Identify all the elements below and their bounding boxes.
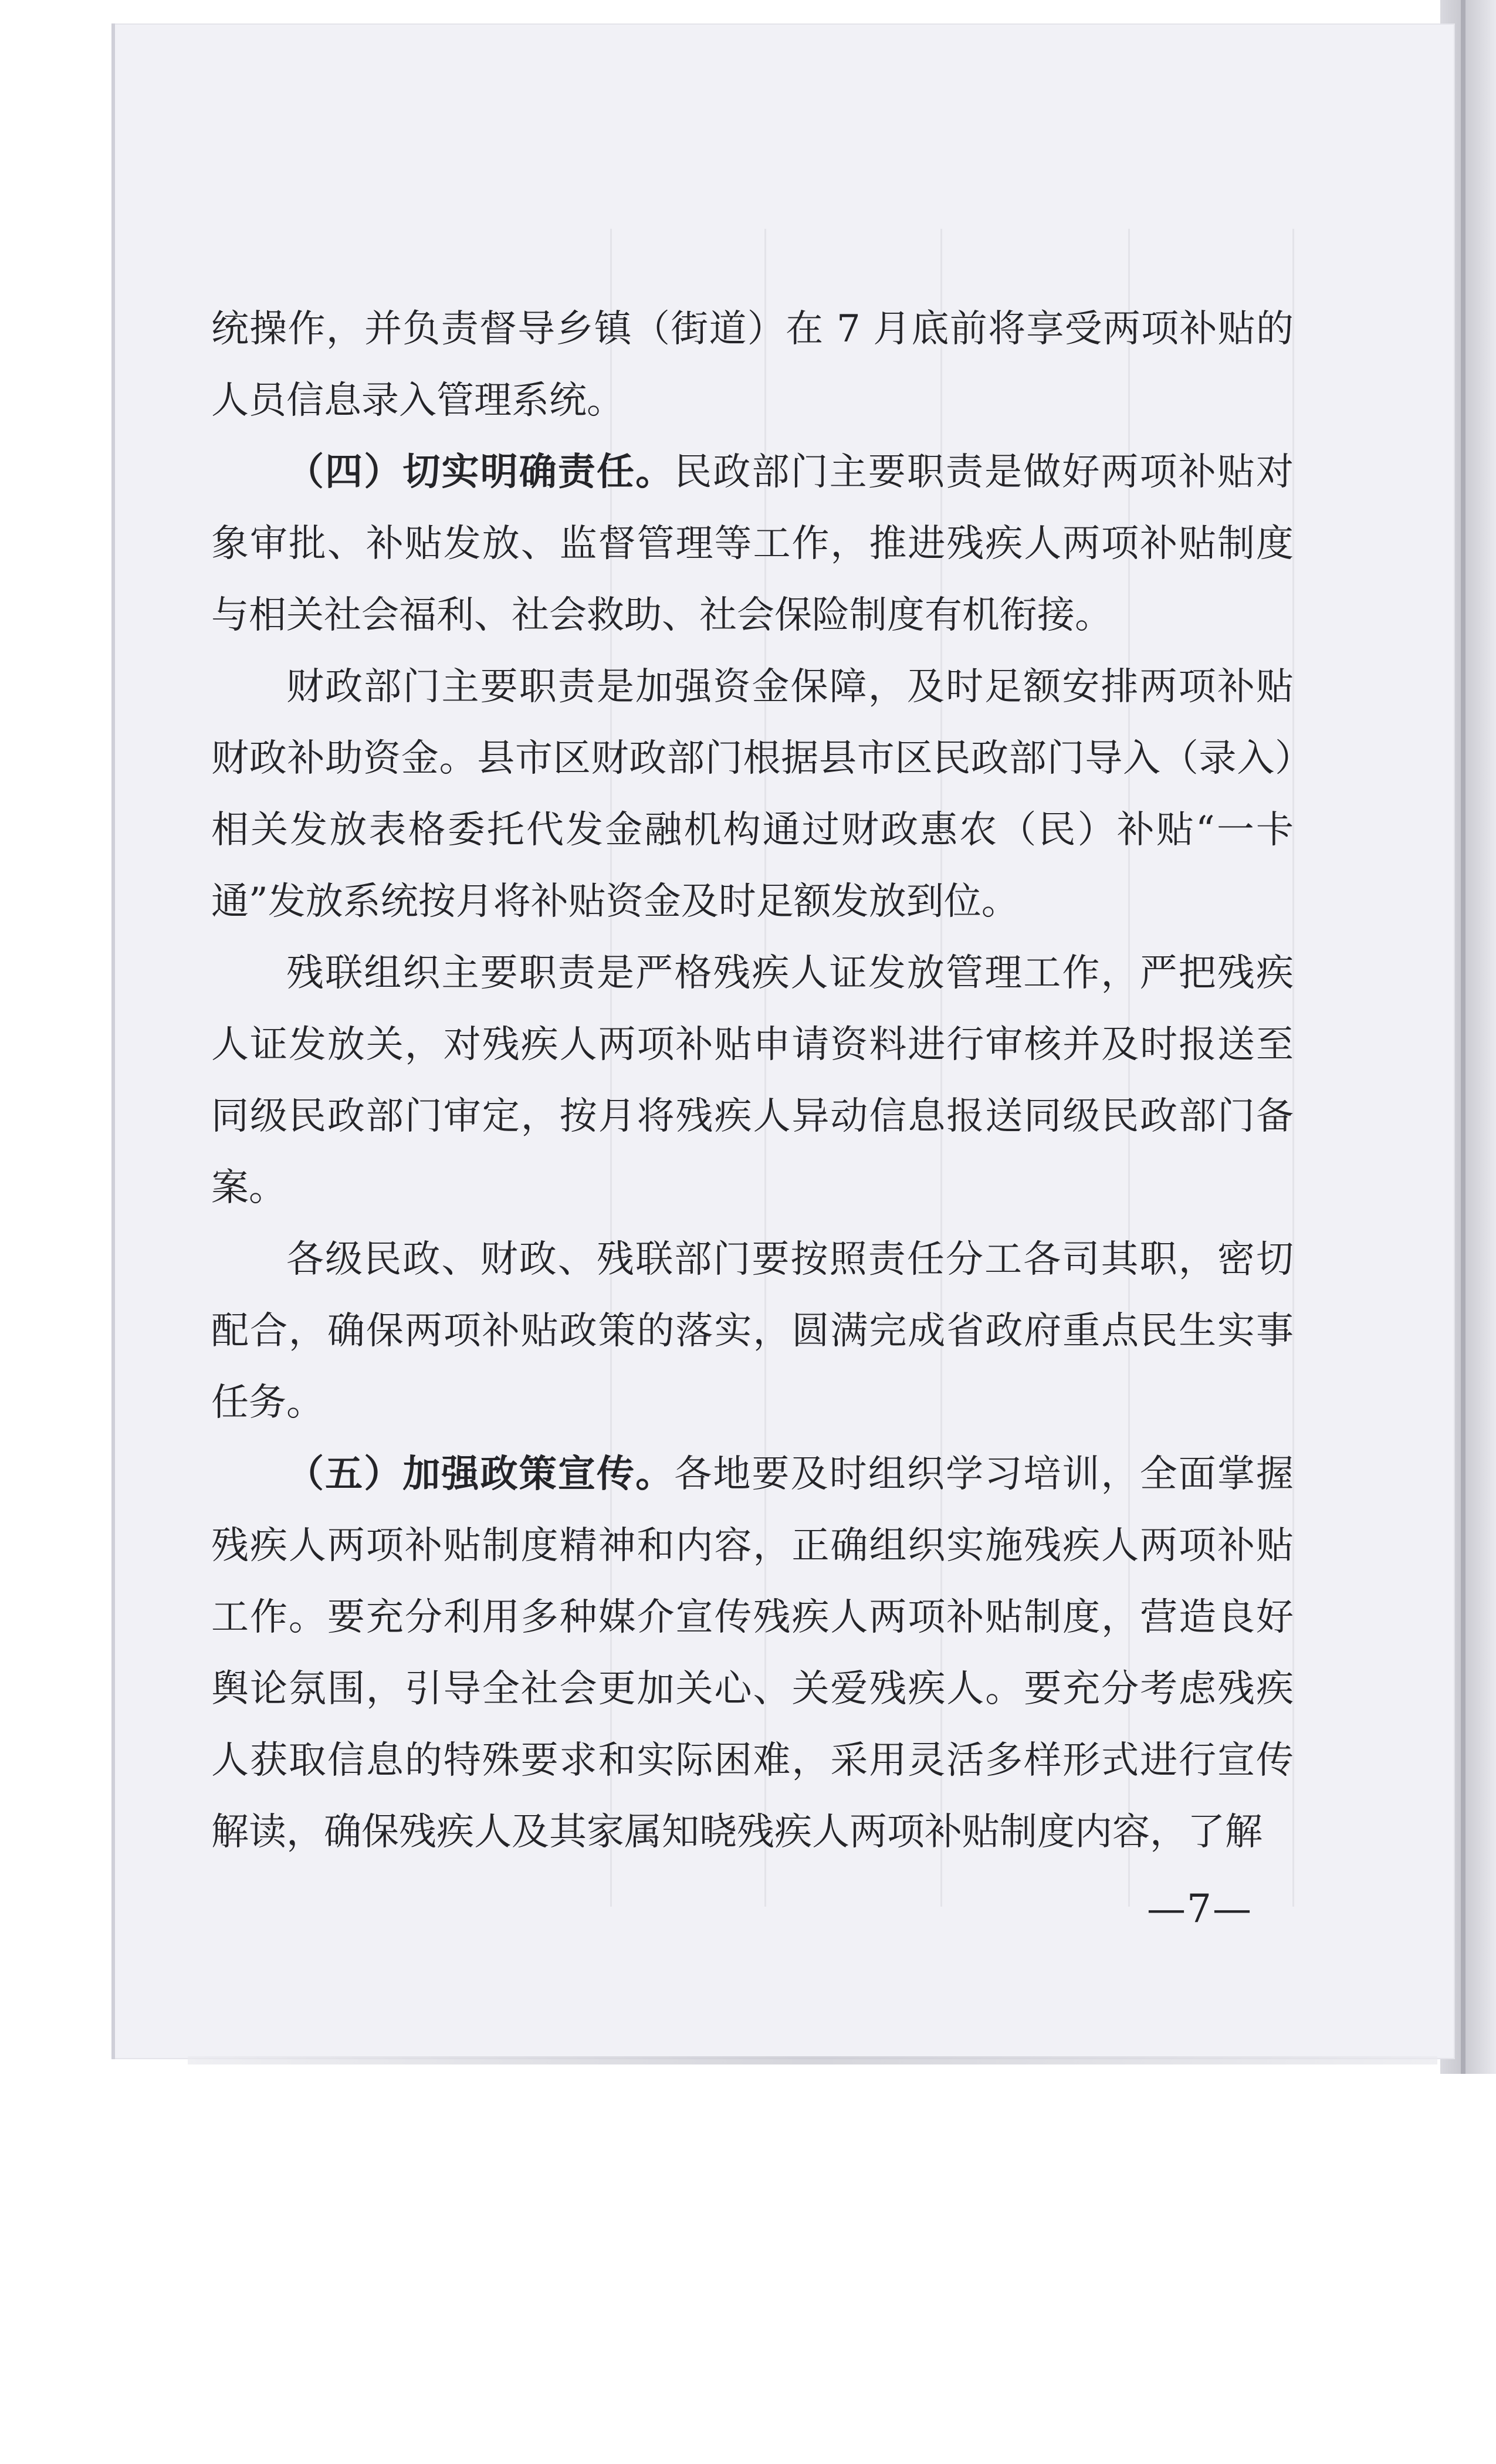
scan-bottom-edge <box>188 2056 1437 2064</box>
paragraph-text: 各级民政、财政、残联部门要按照责任分工各司其职，密切配合，确保两项补贴政策的落实，圆满完成省政府重点民生实事任务。 <box>211 1238 1294 1424</box>
paragraph-text: 残联组织主要职责是严格残疾人证发放管理工作，严把残疾人证发放关，对残疾人两项补贴申请资料进行审核并及时报送至同级民政部门审定，按月将残疾人异动信息报送同级民政部门备案。 <box>211 952 1294 1210</box>
section-heading: （四）切实明确责任。 <box>286 450 675 494</box>
paper-left-edge <box>111 23 115 2059</box>
body-text <box>211 293 1294 1868</box>
paragraph-2 <box>211 436 1294 651</box>
scanner-edge-line <box>1461 0 1465 2074</box>
paragraph-text: 民政部门主要职责是做好两项补贴对象审批、补贴发放、监督管理等工作，推进残疾人两项补贴制度与相关社会福利、社会救助、社会保险制度有机衔接。 <box>211 451 1294 637</box>
paragraph-3 <box>211 651 1294 937</box>
paragraph-text: 财政部门主要职责是加强资金保障，及时足额安排两项补贴财政补助资金。县市区财政部门根据县市区民政部门导入（录入）相关发放表格委托代发金融机构通过财政惠农（民）补贴“一卡通”发放系统按月将补贴资金及时足额发放到位。 <box>211 665 1294 923</box>
blank-margin <box>0 2074 1496 2464</box>
paragraph-text: 统操作，并负责督导乡镇（街道）在 7 月底前将享受两项补贴的人员信息录入管理系统。 <box>211 307 1294 422</box>
section-heading: （五）加强政策宣传。 <box>286 1452 675 1496</box>
page-number: —7— <box>1147 1886 1253 1931</box>
paragraph-5 <box>211 1224 1294 1439</box>
paragraph-1 <box>211 293 1294 436</box>
paragraph-4 <box>211 937 1294 1224</box>
paragraph-6 <box>211 1439 1294 1868</box>
paragraph-text: 各地要及时组织学习培训，全面掌握残疾人两项补贴制度精神和内容，正确组织实施残疾人两项补贴工作。要充分利用多种媒介宣传残疾人两项补贴制度，营造良好舆论氛围，引导全社会更加关心、关爱残疾人。要充分考虑残疾人获取信息的特殊要求和实际困难，采用灵活多样形式进行宣传解读，确保残疾人及其家属知晓残疾人两项补贴制度内容，了解 <box>211 1453 1294 1854</box>
